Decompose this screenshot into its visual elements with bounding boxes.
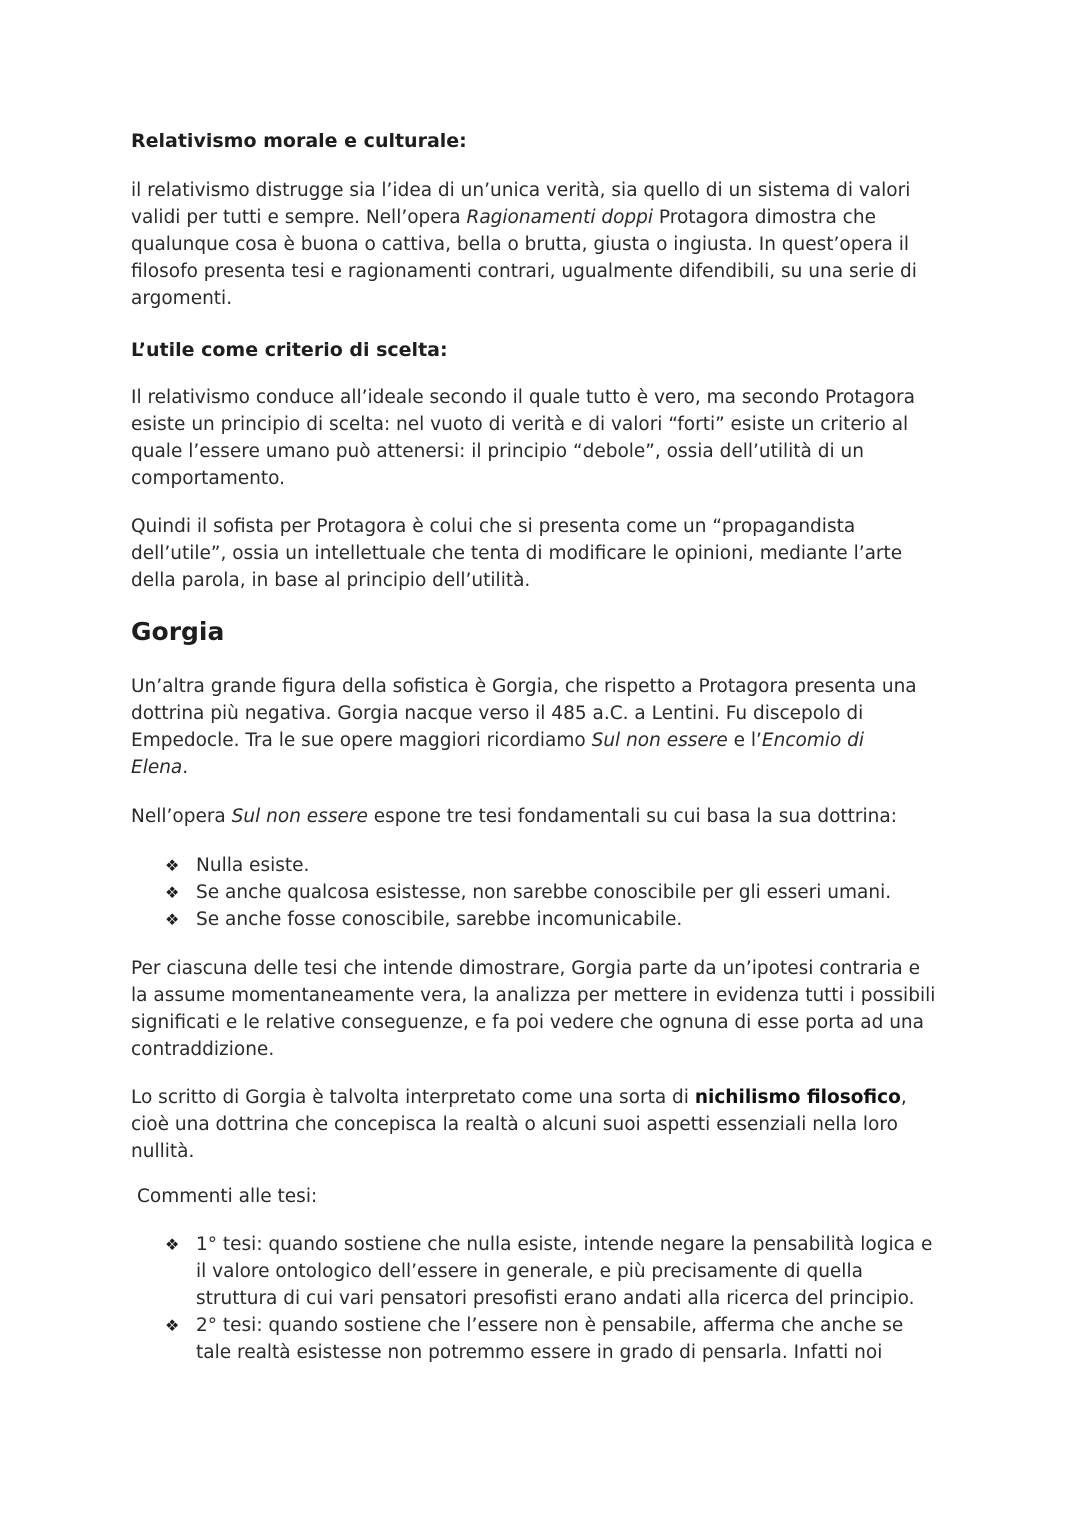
comments-list xyxy=(165,1231,955,1366)
text-line xyxy=(131,803,951,830)
comments-label xyxy=(137,1183,957,1210)
diamond-bullet-icon: ❖ xyxy=(165,1316,180,1335)
paragraph-gorgia-metodo xyxy=(131,955,951,1063)
text-line: significati e le relative conseguenze, e fa poi vedere che ognuna di esse porta ad una xyxy=(131,1012,924,1033)
list-item xyxy=(165,879,955,906)
paragraph-utile-1 xyxy=(131,384,951,492)
paragraph-gorgia-tesi xyxy=(131,803,951,830)
text-line: contraddizione. xyxy=(131,1039,275,1060)
diamond-bullet-icon: ❖ xyxy=(165,883,180,902)
text-line: esiste un principio di scelta: nel vuoto di verità e di valori “forti” esiste un criterio al xyxy=(131,414,909,435)
text-line: della parola, in base al principio dell’utilità. xyxy=(131,570,531,591)
text-span: Empedocle. Tra le sue opere maggiori ricordiamo xyxy=(131,730,592,751)
paragraph-relativismo xyxy=(131,177,951,312)
paragraph-utile-2 xyxy=(131,513,951,594)
text-line: la assume momentaneamente vera, la analizza per mettere in evidenza tutti i possibili xyxy=(131,985,936,1006)
list-item-text: tale realtà esistesse non potremmo essere in grado di pensarla. Infatti noi xyxy=(196,1342,883,1363)
list-item xyxy=(165,1231,955,1312)
book-title: Elena xyxy=(131,757,183,778)
text-line: dottrina più negativa. Gorgia nacque verso il 485 a.C. a Lentini. Fu discepolo di xyxy=(131,703,864,724)
bold-term: nichilismo filosofico xyxy=(694,1087,901,1108)
list-item xyxy=(165,1312,955,1366)
paragraph-gorgia-intro xyxy=(131,673,951,781)
list-item xyxy=(165,852,955,879)
text-span: e l’ xyxy=(727,730,762,751)
text-span: Lo scritto di Gorgia è talvolta interpretato come una sorta di xyxy=(131,1087,695,1108)
diamond-bullet-icon: ❖ xyxy=(165,856,180,875)
paragraph-gorgia-nichilismo xyxy=(131,1084,951,1165)
text-line: filosofo presenta tesi e ragionamenti contrari, ugualmente difendibili, su una serie di xyxy=(131,261,917,282)
diamond-bullet-icon: ❖ xyxy=(165,910,180,929)
text-line: dell’utile”, ossia un intellettuale che tenta di modificare le opinioni, mediante l’arte xyxy=(131,543,903,564)
heading-relativismo: Relativismo morale e culturale: xyxy=(131,130,467,152)
text-line: Per ciascuna delle tesi che intende dimostrare, Gorgia parte da un’ipotesi contraria e xyxy=(131,958,921,979)
text-line: qualunque cosa è buona o cattiva, bella o brutta, giusta o ingiusta. In quest’opera il xyxy=(131,234,909,255)
section-title-gorgia: Gorgia xyxy=(131,617,225,646)
list-item-text: Nulla esiste. xyxy=(196,855,310,876)
list-item xyxy=(165,906,955,933)
list-item-text: struttura di cui vari pensatori presofisti erano andati alla ricerca del principio. xyxy=(196,1288,915,1309)
list-item-text: il valore ontologico dell’essere in generale, e più precisamente di quella xyxy=(196,1261,863,1282)
text-line: cioè una dottrina che concepisca la realtà o alcuni suoi aspetti essenziali nella loro xyxy=(131,1114,898,1135)
theses-list xyxy=(165,852,955,933)
list-item-text: Se anche fosse conoscibile, sarebbe incomunicabile. xyxy=(196,909,683,930)
text-line xyxy=(131,727,951,754)
book-title: Sul non essere xyxy=(591,730,728,751)
text-line: Un’altra grande figura della sofistica è Gorgia, che rispetto a Protagora presenta una xyxy=(131,676,917,697)
text-line xyxy=(131,1084,951,1111)
list-item-text: 1° tesi: quando sostiene che nulla esiste, intende negare la pensabilità logica e xyxy=(196,1234,933,1255)
text-line: Quindi il sofista per Protagora è colui che si presenta come un “propagandista xyxy=(131,516,856,537)
text-span: validi per tutti e sempre. Nell’opera xyxy=(131,207,467,228)
text-line: Commenti alle tesi: xyxy=(137,1186,318,1207)
text-line xyxy=(131,204,951,231)
list-item-text: Se anche qualcosa esistesse, non sarebbe conoscibile per gli esseri umani. xyxy=(196,882,892,903)
text-line: il relativismo distrugge sia l’idea di un’unica verità, sia quello di un sistema di valori xyxy=(131,180,911,201)
book-title: Sul non essere xyxy=(231,806,368,827)
text-line: Il relativismo conduce all’ideale secondo il quale tutto è vero, ma secondo Protagora xyxy=(131,387,915,408)
book-title: Encomio di xyxy=(761,730,865,751)
text-line: argomenti. xyxy=(131,288,233,309)
text-span: Protagora dimostra che xyxy=(653,207,876,228)
text-span: , xyxy=(900,1087,907,1108)
text-line: nullità. xyxy=(131,1141,195,1162)
text-span: . xyxy=(182,757,189,778)
text-span: espone tre tesi fondamentali su cui basa la sua dottrina: xyxy=(367,806,897,827)
text-span: Nell’opera xyxy=(131,806,232,827)
heading-utile: L’utile come criterio di scelta: xyxy=(131,339,448,361)
list-item-text: 2° tesi: quando sostiene che l’essere non è pensabile, afferma che anche se xyxy=(196,1315,904,1336)
text-line: comportamento. xyxy=(131,468,286,489)
text-line xyxy=(131,754,951,781)
diamond-bullet-icon: ❖ xyxy=(165,1235,180,1254)
text-line: quale l’essere umano può attenersi: il principio “debole”, ossia dell’utilità di un xyxy=(131,441,864,462)
book-title: Ragionamenti doppi xyxy=(466,207,654,228)
